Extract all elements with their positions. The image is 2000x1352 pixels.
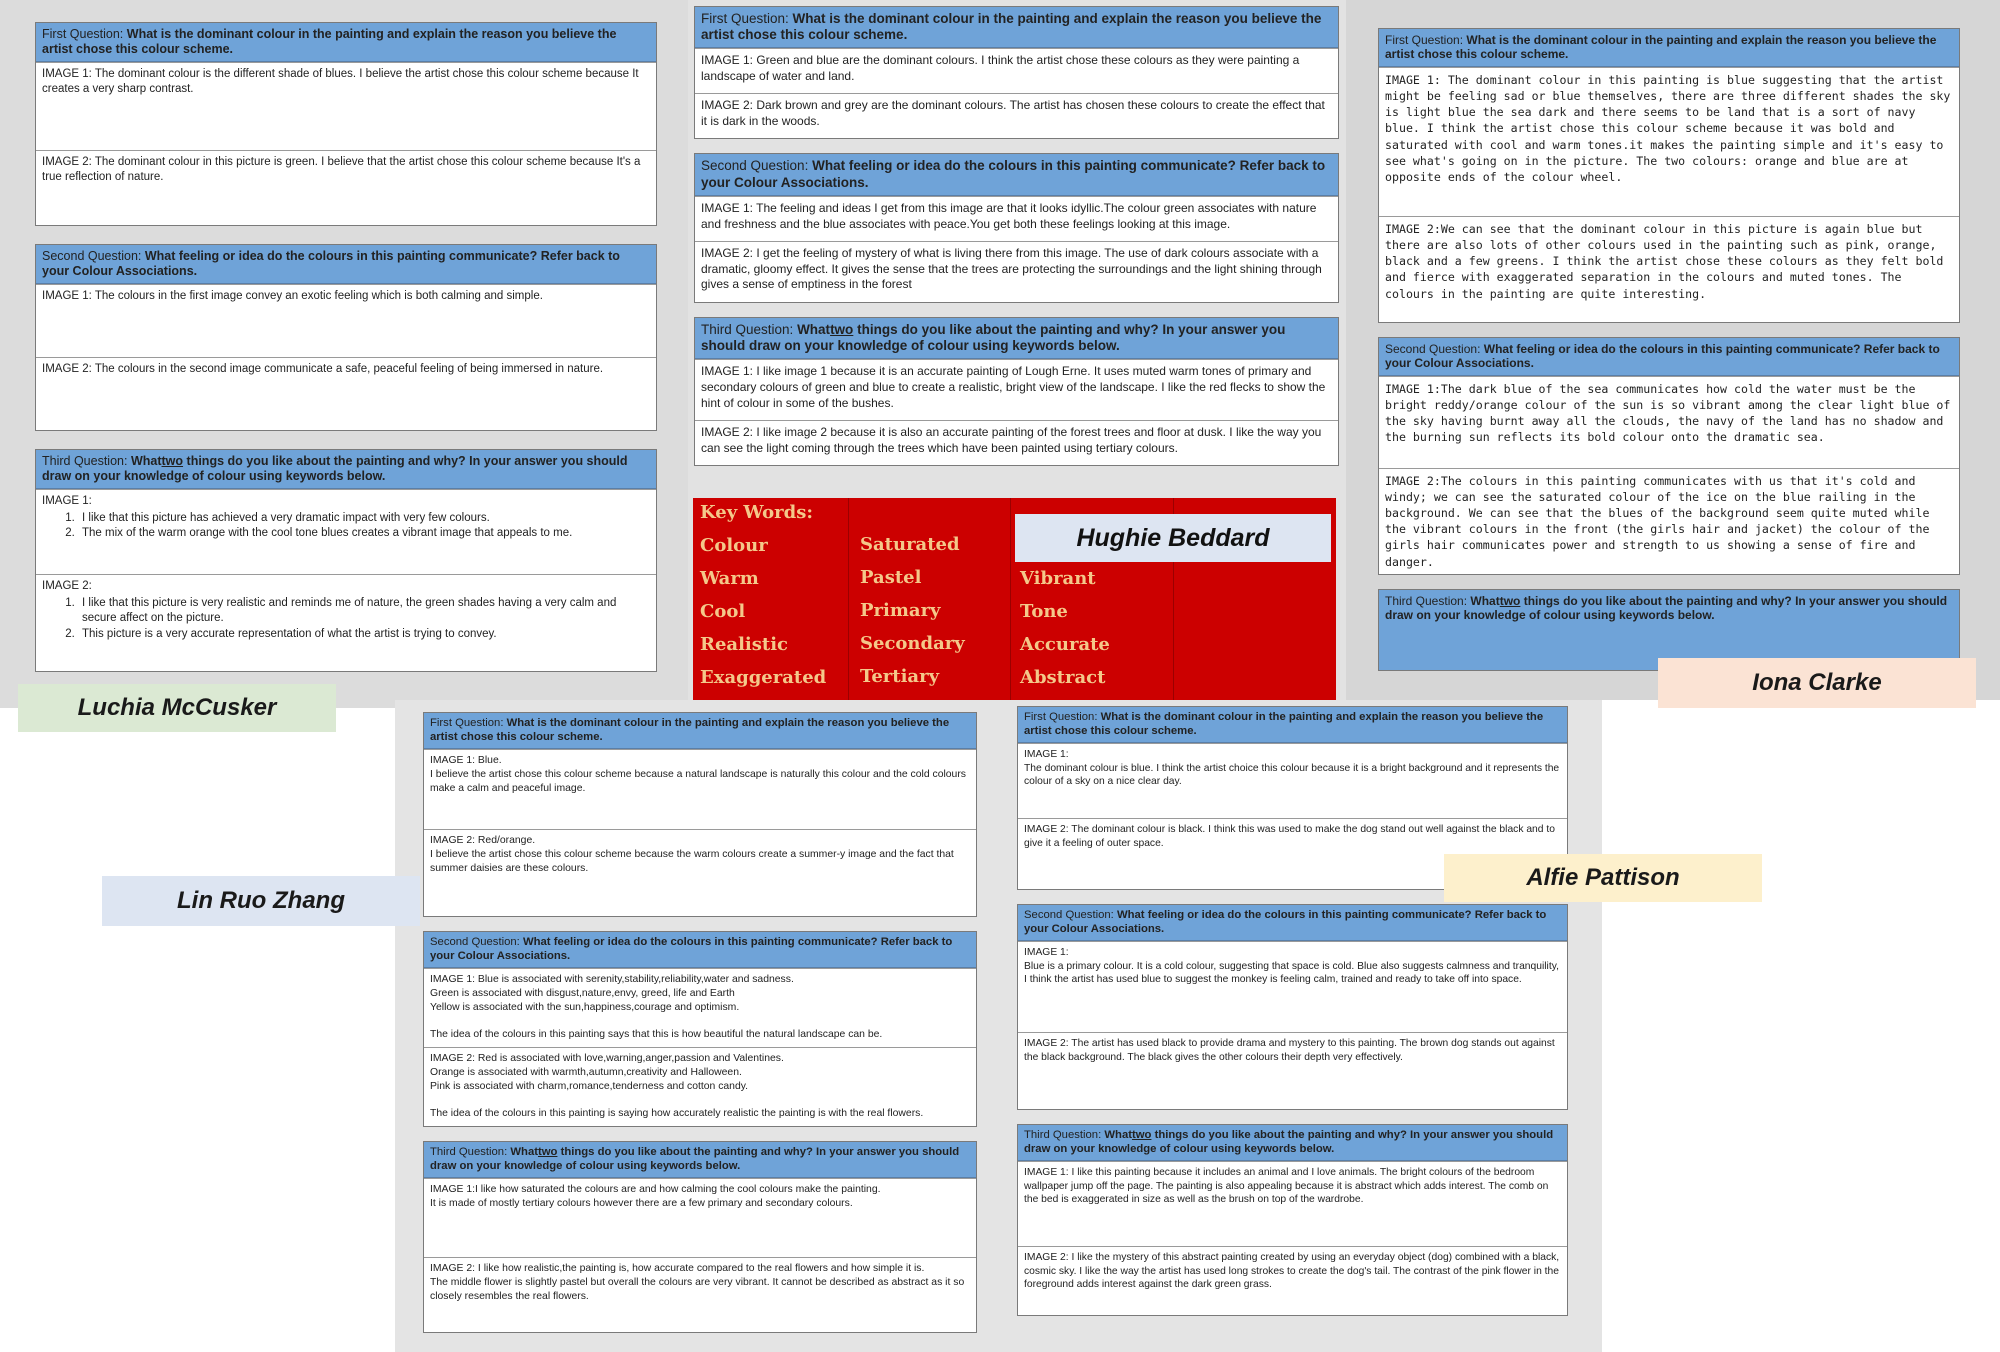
question-box-3 [694, 317, 1339, 466]
answer-image-1: IMAGE 1: Green and blue are the dominant colours. I think the artist chose these colours as they were painting a landscape of water and land. [695, 48, 1338, 93]
answer-image-2: IMAGE 2: Dark brown and grey are the dominant colours. The artist has chosen these colours to create the effect that it is dark in the woods. [695, 93, 1338, 138]
keyword: Secondary [860, 633, 965, 654]
answer-image-1: IMAGE 1: I like this painting because it includes an animal and I love animals. The bright colours of the bedroom wallpaper jump off the page. The painting is also appealing because it is abstract which adds interest. The comb on the bed is exaggerated in size as well as the brush on top of the wardrobe. [1018, 1161, 1567, 1246]
question-box-2 [35, 244, 657, 431]
question-header: Second Question: What feeling or idea do the colours in this painting communicate? Refer back to your Colour Associations. [36, 245, 656, 284]
keyword: Accurate [1020, 634, 1110, 655]
question-header: First Question: What is the dominant colour in the painting and explain the reason you believe the artist chose this colour scheme. [695, 7, 1338, 48]
keyword: Abstract [1020, 667, 1106, 688]
answer-image-2: IMAGE 2: The artist has used black to provide drama and mystery to this painting. The brown dog stands out against the black background. The black gives the other colours their depth very effectively. [1018, 1032, 1567, 1109]
question-header: Third Question: Whattwo things do you like about the painting and why? In your answer you should draw on your knowledge of colour using keywords below. [424, 1142, 976, 1178]
column-divider [848, 498, 849, 700]
worksheet-linruo [423, 712, 977, 1343]
question-box-1 [1378, 28, 1960, 323]
student-name-luchia: Luchia McCusker [18, 684, 336, 732]
answer-image-1: IMAGE 1: The dominant colour is blue. I think the artist choice this colour because it is a bright background and it represents the colour of a sky on a nice clear day. [1018, 743, 1567, 818]
keyword: Exaggerated [700, 667, 827, 688]
list-item: 2. The mix of the warm orange with the cool tone blues creates a vibrant image that appeals to me. [78, 526, 650, 541]
question-header: Third Question: Whattwo things do you like about the painting and why? In your answer you should draw on your knowledge of colour using keywords below. [1379, 590, 1959, 670]
key-words-title: Key Words: [700, 502, 814, 523]
answer-image-2: IMAGE 2: I like how realistic,the painting is, how accurate compared to the real flowers and how simple it is. The middle flower is slightly pastel but overall the colours are very vibrant. It cannot be described as abstract as it so closely resembles the real flowers. [424, 1257, 976, 1332]
answer-image-2: IMAGE 2: I get the feeling of mystery of what is living there from this image. The use of dark colours associate with a dramatic, gloomy effect. It gives the sense that the trees are protecting the surroundings and the light shining through gives a sense of emptiness in the forest [695, 241, 1338, 302]
answer-image-2: IMAGE 2:We can see that the dominant colour in this picture is again blue but there are also lots of other colours used in the painting such as pink, orange, black and a few greens. I think the artist chose these colours as they felt bold and fierce with exaggerated separation in the colours and muted tones. The colours in the painting are quite interesting. [1379, 216, 1959, 322]
keyword: Pastel [860, 567, 922, 588]
question-header: First Question: What is the dominant colour in the painting and explain the reason you believe the artist chose this colour scheme. [36, 23, 656, 62]
question-header: Third Question: Whattwo things do you like about the painting and why? In your answer you should draw on your knowledge of colour using keywords below. [36, 450, 656, 489]
answer-image-1: IMAGE 1: The colours in the first image convey an exotic feeling which is both calming and simple. [36, 284, 656, 357]
student-name-alfie: Alfie Pattison [1444, 854, 1762, 902]
answer-image-1: IMAGE 1: 1. I like that this picture has achieved a very dramatic impact with very few colours. 2. The mix of the warm orange with the cool tone blues creates a vibrant image that appeals to me. [36, 489, 656, 574]
worksheet-iona [1378, 28, 1960, 681]
answer-image-1: IMAGE 1:I like how saturated the colours are and how calming the cool colours make the painting. It is made of mostly tertiary colours however there are a few primary and secondary colours. [424, 1178, 976, 1257]
keyword: Primary [860, 600, 941, 621]
question-header: First Question: What is the dominant colour in the painting and explain the reason you believe the artist chose this colour scheme. [1379, 29, 1959, 67]
question-box-2 [1017, 904, 1568, 1110]
worksheet-hughie [694, 6, 1339, 476]
question-header: Second Question: What feeling or idea do the colours in this painting communicate? Refer back to your Colour Associations. [424, 932, 976, 968]
question-box-3 [35, 449, 657, 672]
question-box-1 [423, 712, 977, 917]
answer-image-2: IMAGE 2: Red/orange. I believe the artist chose this colour scheme because the warm colours create a summer-y image and the fact that summer daisies are these colours. [424, 829, 976, 916]
key-words-panel [693, 498, 1336, 700]
answer-image-2: IMAGE 2: The colours in the second image communicate a safe, peaceful feeling of being immersed in nature. [36, 357, 656, 430]
question-box-3 [423, 1141, 977, 1333]
worksheet-alfie [1017, 706, 1568, 1326]
answer-image-1: IMAGE 1: Blue is a primary colour. It is a cold colour, suggesting that space is cold. Blue also suggests calmness and tranquility, I think the artist has used blue to suggest the monkey is feeling calm, trained and ready to take off into space. [1018, 941, 1567, 1032]
answer-image-2: IMAGE 2: I like the mystery of this abstract painting created by using an everyday object (dog) combined with a black, cosmic sky. I like the way the artist has used long strokes to create the dog's tail. The contrast of the pink flower in the foreground adds interest against the dark green grass. [1018, 1246, 1567, 1315]
answer-image-2: IMAGE 2: The dominant colour is black. I think this was used to make the dog stand out well against the black and to give it a feeling of outer space. [1018, 818, 1567, 889]
student-name-linruo: Lin Ruo Zhang [102, 876, 420, 926]
answer-image-1: IMAGE 1: The feeling and ideas I get from this image are that it looks idyllic.The colour green associates with nature and freshness and the blue associates with peace.You get both these feelings looking at this image. [695, 196, 1338, 241]
answer-image-2: IMAGE 2:The colours in this painting communicates with us that it's cold and windy; we can see the saturated colour of the ice on the blue railing in the background. We can see that the blues of the background seem quite muted while the vibrant colours in the front (the girls hair and jacket) the colour of the girls hair communicates power and strength to us showing a sense of fire and danger. [1379, 468, 1959, 574]
answer-image-2: IMAGE 2: I like image 2 because it is also an accurate painting of the forest trees and floor at dusk. I like the way you can see the light coming through the trees which have been painted using tertiary colours. [695, 420, 1338, 465]
question-header: Second Question: What feeling or idea do the colours in this painting communicate? Refer back to your Colour Associations. [695, 154, 1338, 195]
question-header: Second Question: What feeling or idea do the colours in this painting communicate? Refer back to your Colour Associations. [1018, 905, 1567, 941]
keyword: Tone [1020, 601, 1068, 622]
question-box-2 [1378, 337, 1960, 575]
student-name-hughie: Hughie Beddard [1015, 514, 1331, 562]
answer-image-1: IMAGE 1: Blue. I believe the artist chose this colour scheme because a natural landscape is naturally this colour and the cold colours make a calm and peaceful image. [424, 749, 976, 829]
worksheet-luchia [35, 22, 657, 682]
student-name-iona: Iona Clarke [1658, 658, 1976, 708]
question-header: First Question: What is the dominant colour in the painting and explain the reason you believe the artist chose this colour scheme. [1018, 707, 1567, 743]
list-item: 1. I like that this picture is very realistic and reminds me of nature, the green shades having a very calm and secure affect on the picture. [78, 596, 650, 626]
answer-list [42, 511, 650, 541]
question-box-2 [423, 931, 977, 1127]
question-box-1 [35, 22, 657, 226]
question-header: Second Question: What feeling or idea do the colours in this painting communicate? Refer back to your Colour Associations. [1379, 338, 1959, 376]
answer-image-1: IMAGE 1: The dominant colour in this painting is blue suggesting that the artist might be feeling sad or blue themselves, there are three different shades the sky is light blue the sea dark and there seems to be land that is a sort of navy blue. I think the artist chose this colour scheme because it was bold and saturated with cool and warm tones.it makes the painting simple and it's easy to see what's going on in the picture. The two colours: orange and blue are at opposite ends of the colour wheel. [1379, 67, 1959, 216]
keyword: Colour [700, 535, 768, 556]
answer-image-2: IMAGE 2: Red is associated with love,warning,anger,passion and Valentines. Orange is associated with warmth,autumn,creativity and Halloween. Pink is associated with charm,romance,tenderness and cotton candy. The idea of the colours in this painting is saying how accurately realistic the painting is with the real flowers. [424, 1047, 976, 1126]
column-divider [1010, 498, 1011, 700]
answer-image-1: IMAGE 1:The dark blue of the sea communicates how cold the water must be the bright reddy/orange colour of the sun is so vibrant among the clear light blue of the sky having burnt away all the clouds, the navy of the land has no shadow and the burning sun reflects its bold colour onto the dramatic sea. [1379, 376, 1959, 468]
keyword: Cool [700, 601, 746, 622]
question-header: Third Question: Whattwo things do you like about the painting and why? In your answer you should draw on your knowledge of colour using keywords below. [1018, 1125, 1567, 1161]
answer-image-1: IMAGE 1: I like image 1 because it is an accurate painting of Lough Erne. It uses muted warm tones of primary and secondary colours of green and blue to create a realistic, bright view of the landscape. I like the red flecks to show the hint of colour in some of the bushes. [695, 359, 1338, 420]
answer-image-2: IMAGE 2: The dominant colour in this picture is green. I believe that the artist chose this colour scheme because It's a true reflection of nature. [36, 150, 656, 225]
list-item: 1. I like that this picture has achieved a very dramatic impact with very few colours. [78, 511, 650, 526]
answer-image-1: IMAGE 1: Blue is associated with serenity,stability,reliability,water and sadness. Green is associated with disgust,nature,envy, greed, life and Earth Yellow is associated with the sun,happiness,courage and optimism. The idea of the colours in this painting says that this is how beautiful the natural landscape can be. [424, 968, 976, 1047]
question-box-3 [1017, 1124, 1568, 1316]
keyword: Warm [700, 568, 759, 589]
question-box-1 [694, 6, 1339, 139]
keyword: Tertiary [860, 666, 940, 687]
list-item: 2. This picture is a very accurate representation of what the artist is trying to convey. [78, 627, 650, 642]
keyword: Realistic [700, 634, 788, 655]
question-header: Third Question: Whattwo things do you like about the painting and why? In your answer you should draw on your knowledge of colour using keywords below. [695, 318, 1338, 359]
question-header: First Question: What is the dominant colour in the painting and explain the reason you believe the artist chose this colour scheme. [424, 713, 976, 749]
question-box-2 [694, 153, 1339, 302]
keyword: Saturated [860, 534, 960, 555]
answer-image-2: IMAGE 2: 1. I like that this picture is very realistic and reminds me of nature, the green shades having a very calm and secure affect on the picture. 2. This picture is a very accurate representation of what the artist is trying to convey. [36, 574, 656, 671]
answer-list [42, 596, 650, 642]
answer-image-1: IMAGE 1: The dominant colour is the different shade of blues. I believe the artist chose this colour scheme because It creates a very sharp contrast. [36, 62, 656, 150]
keyword: Vibrant [1020, 568, 1096, 589]
